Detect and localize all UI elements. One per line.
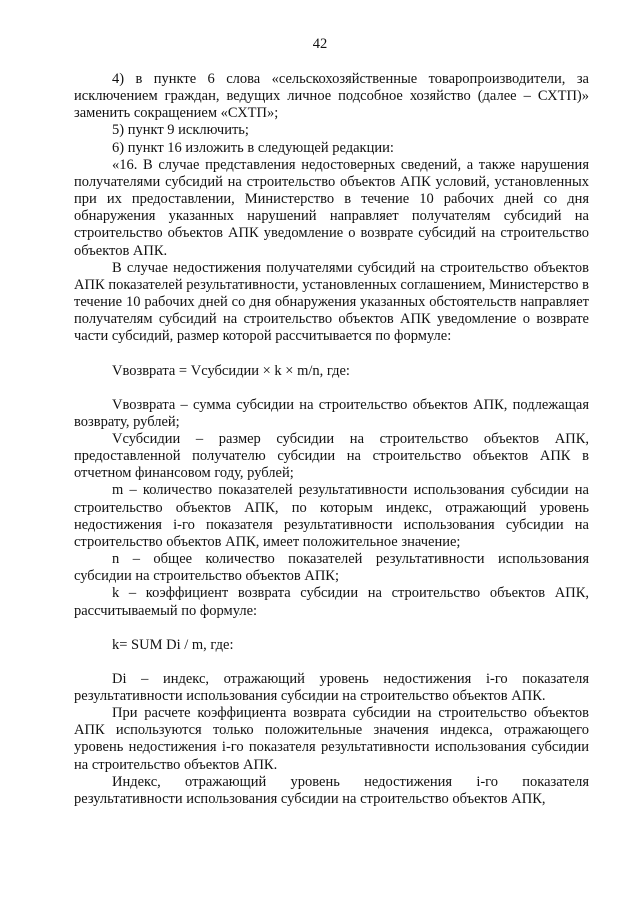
paragraph-point-16: «16. В случае представления недостоверных сведений, а также нарушения получателями субсидий на строительство объектов АПК условий, установленных при их предоставлении, Министерство в течение 10 рабочих дней со дня обнаружения указанных нарушений направляет получателям субсидий на строительство объектов АПК уведомление о возврате субсидий на строительство объектов АПК. bbox=[74, 156, 589, 259]
paragraph-calculation: При расчете коэффициента возврата субсидии на строительство объектов АПК используются только положительные значения индекса, отражающего уровень недостижения i-го показателя результативности использования субсидии на строительство объектов АПК. bbox=[74, 705, 589, 773]
definition-m: m – количество показателей результативности использования субсидии на строительство объектов АПК, по которым индекс, отражающий уровень недостижения i-го показателя результативности использования субсидии на строительство объектов АПК, имеет положительное значение; bbox=[74, 482, 589, 550]
paragraph-item-6: 6) пункт 16 изложить в следующей редакции: bbox=[112, 139, 394, 156]
spacer bbox=[74, 654, 589, 671]
spacer bbox=[74, 346, 589, 363]
definition-v-vozvrata: Vвозврата – сумма субсидии на строительство объектов АПК, подлежащая возврату, рублей; bbox=[74, 396, 589, 430]
paragraph-item-4: 4) в пункте 6 слова «сельскохозяйственные товаропроизводители, за исключением граждан, ведущих личное подсобное хозяйство (далее – СХТП)» заменить сокращением «СХТП»; bbox=[74, 71, 589, 122]
page-number: 42 bbox=[312, 36, 328, 52]
paragraph-index: Индекс, отражающий уровень недостижения i-го показателя результативности использования субсидии на строительство объектов АПК, bbox=[74, 773, 589, 807]
paragraph-item-5: 5) пункт 9 исключить; bbox=[112, 122, 249, 139]
paragraph-nondosti: В случае недостижения получателями субсидий на строительство объектов АПК показателей результативности, установленных соглашением, Министерство в течение 10 рабочих дней со дня обнаружения указанных обстоятельств направляет получателям субсидий на строительство объектов АПК уведомление о возврате части субсидий, размер которой рассчитывается по формуле: bbox=[74, 259, 589, 345]
spacer bbox=[74, 620, 589, 637]
document-body bbox=[74, 71, 589, 808]
formula-k: k= SUM Di / m, где: bbox=[112, 636, 234, 653]
formula-v-vozvrata: Vвозврата = Vсубсидии × k × m/n, где: bbox=[112, 362, 350, 379]
definition-v-subsidii: Vсубсидии – размер субсидии на строительство объектов АПК, предоставленной получателю субсидии на строительство объектов АПК в отчетном финансовом году, рублей; bbox=[74, 430, 589, 482]
definition-k: k – коэффициент возврата субсидии на строительство объектов АПК, рассчитываемый по формуле: bbox=[74, 585, 589, 619]
spacer bbox=[74, 380, 589, 397]
definition-di: Di – индекс, отражающий уровень недостижения i-го показателя результативности использования субсидии на строительство объектов АПК. bbox=[74, 670, 589, 704]
definition-n: n – общее количество показателей результативности использования субсидии на строительство объектов АПК; bbox=[74, 551, 589, 585]
